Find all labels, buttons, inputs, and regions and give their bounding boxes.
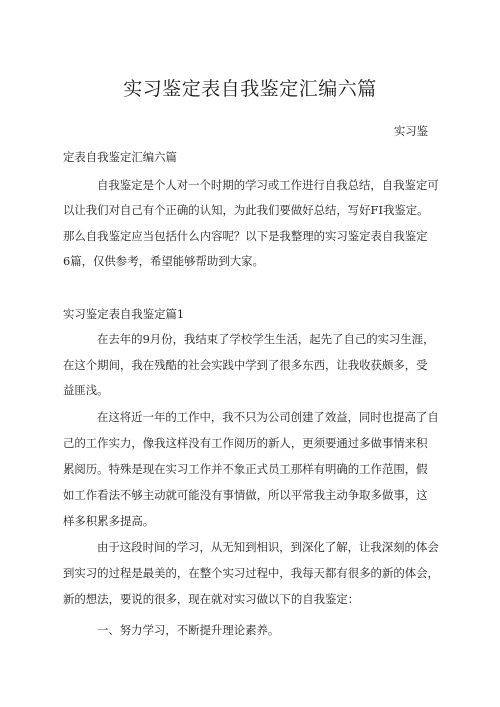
paragraph-line: 在这将近一年的工作中，我不只为公司创建了效益，同时也提高了自 — [97, 410, 439, 424]
paragraph-line: 新的想法，要说的很多，现在就对实习做以下的自我鉴定： — [63, 592, 360, 606]
paragraph-line: 己的工作实力，像我这样没有工作阅历的新人，更须要通过多做事情来积 — [63, 436, 428, 450]
paragraph-line: 如工作看法不够主动就可能没有事情做，所以平常我主动争取多做事，这 — [63, 488, 428, 502]
section-heading: 实习鉴定表自我鉴定篇1 — [63, 307, 185, 321]
paragraph-line: 样多积累多提高。 — [63, 514, 155, 528]
intro-line: 自我鉴定是个人对一个时期的学习或工作进行自我总结，自我鉴定可 — [97, 178, 439, 192]
document-title: 实习鉴定表自我鉴定汇编六篇 — [123, 78, 377, 100]
paragraph-line: 由于这段时间的学习，从无知到相识，到深化了解，让我深刻的体会 — [97, 540, 439, 554]
intro-line: 以让我们对自己有个正确的认知，为此我们要做好总结，写好FI我鉴定。 — [63, 203, 429, 217]
paragraph-line: 益匪浅。 — [63, 383, 109, 397]
intro-line: 6篇，仅供参考，希望能够帮助到大家。 — [63, 254, 264, 268]
paragraph-line: 到实习的过程是最美的，在整个实习过程中，我每天都有很多的新的体会， — [63, 566, 439, 580]
paragraph-line: 累阅历。特殊是现在实习工作并不象正式员工那样有明确的工作范围，假 — [63, 462, 428, 476]
paragraph-line: 在去年的9月份，我结束了学校学生生活，起先了自己的实习生涯， — [97, 332, 435, 346]
numbered-item: 一、努力学习，不断提升理论素养。 — [97, 623, 280, 637]
byline-fragment-right: 实习鉴 — [393, 124, 428, 138]
paragraph-line: 在这个期间，我在残酷的社会实践中学到了很多东西，让我收获颇多，受 — [63, 358, 428, 372]
byline-fragment-left: 定表自我鉴定汇编六篇 — [63, 150, 177, 164]
intro-line: 那么自我鉴定应当包括什么内容呢？以下是我整理的实习鉴定表自我鉴定 — [63, 229, 428, 243]
